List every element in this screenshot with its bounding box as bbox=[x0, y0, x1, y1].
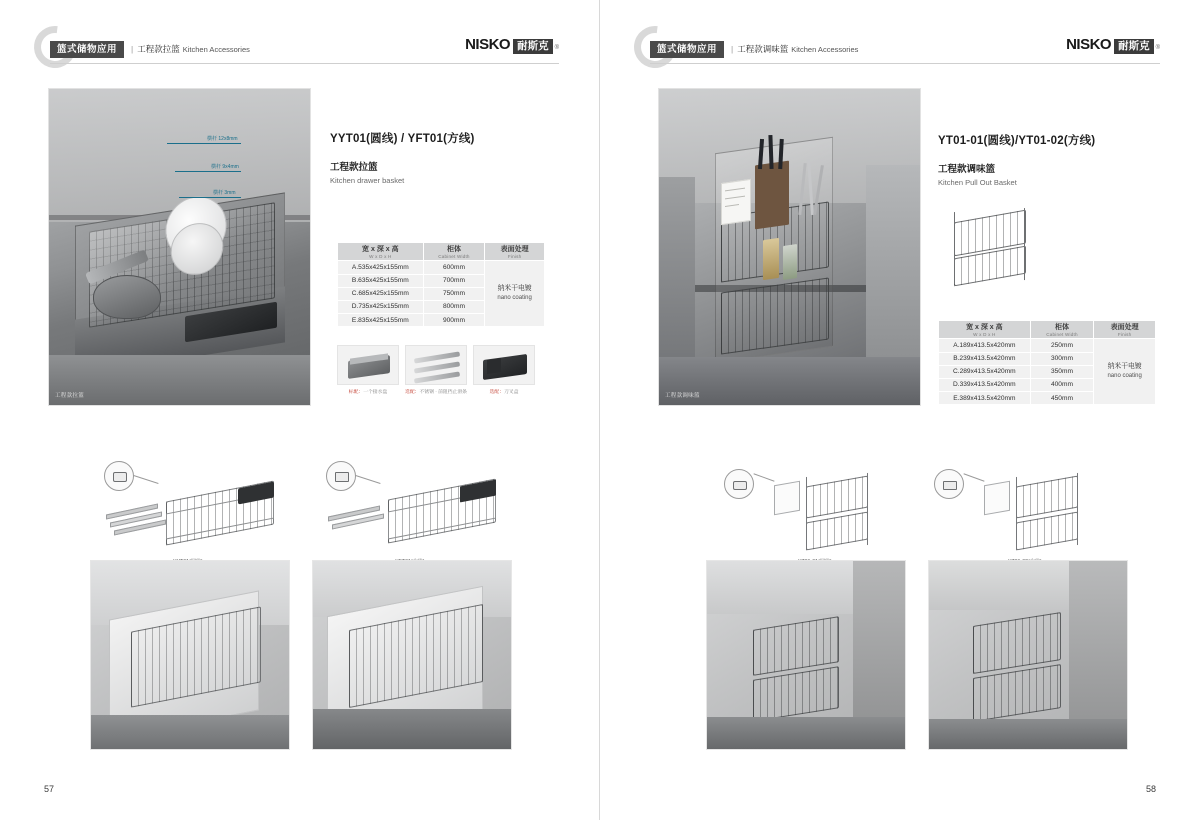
brand-logo-cn: 耐斯克 bbox=[1114, 39, 1154, 54]
spec-col-finish-en: Finish bbox=[507, 254, 522, 260]
accessory-image-anti-slip-bar bbox=[405, 345, 467, 385]
line-drawing-yt01-02 bbox=[930, 455, 1120, 565]
spec-cabinet: 800mm bbox=[423, 300, 485, 313]
leader-line bbox=[963, 473, 984, 481]
spec-finish-en: nano coating bbox=[1107, 373, 1142, 380]
page-number-right: 58 bbox=[1145, 784, 1156, 794]
spec-cabinet: 700mm bbox=[423, 274, 485, 287]
spec-col-finish-cn: 表面处理 bbox=[1110, 324, 1139, 331]
spec-cabinet: 600mm bbox=[423, 261, 485, 274]
header-divider: | bbox=[131, 44, 134, 55]
spec-cabinet: 300mm bbox=[1030, 352, 1094, 365]
line-drawing-yyt01 bbox=[88, 455, 288, 565]
spec-col-cabinet-cn: 柜体 bbox=[1054, 324, 1069, 331]
leader-line bbox=[355, 475, 380, 484]
product-title-left bbox=[330, 130, 570, 185]
accessory-item bbox=[337, 345, 399, 395]
spec-size: B.239x413.5x420mm bbox=[939, 352, 1031, 365]
accessory-caption-prefix: 标配： bbox=[348, 390, 364, 395]
header-section-cn: 工程款调味篮 bbox=[737, 44, 789, 55]
accessory-image-drip-tray bbox=[337, 345, 399, 385]
spec-size: D.735x425x155mm bbox=[338, 300, 424, 313]
accessory-thumbnails bbox=[337, 345, 535, 395]
brand-logo-cn: 耐斯克 bbox=[513, 39, 553, 54]
product-title-right bbox=[938, 132, 1188, 187]
spec-cabinet: 450mm bbox=[1030, 392, 1094, 405]
hero-annotation-1: 横杆 12x8mm bbox=[207, 136, 238, 142]
hero-annotation-2: 横杆 9x4mm bbox=[211, 164, 239, 170]
spec-size: E.835x425x155mm bbox=[338, 314, 424, 327]
leader-line bbox=[753, 473, 774, 481]
header-rule bbox=[650, 63, 1160, 64]
accessory-item bbox=[473, 345, 535, 395]
spec-cabinet: 350mm bbox=[1030, 365, 1094, 378]
spec-finish-cell bbox=[1094, 339, 1156, 405]
header-section-en: Kitchen Accessories bbox=[791, 45, 859, 55]
brand-logo bbox=[1066, 36, 1160, 54]
table-row bbox=[338, 261, 545, 274]
product-render-small bbox=[936, 196, 1046, 300]
spec-col-size bbox=[939, 321, 1031, 339]
spec-size: A.535x425x155mm bbox=[338, 261, 424, 274]
spec-finish-en: nano coating bbox=[497, 295, 532, 302]
detail-circle-icon bbox=[934, 469, 964, 499]
spec-size: C.289x413.5x420mm bbox=[939, 365, 1031, 378]
hero-scene bbox=[659, 89, 920, 405]
spec-col-finish-en: Finish bbox=[1117, 332, 1132, 338]
accessory-caption-text: 一个接水盘 bbox=[363, 390, 388, 395]
hero-caption-right: 工程款调味篮 bbox=[665, 393, 700, 399]
spec-col-cabinet bbox=[1030, 321, 1094, 339]
bottom-photo-right-2 bbox=[928, 560, 1128, 750]
spec-table-right bbox=[938, 320, 1156, 405]
brand-logo-latin: NISKO bbox=[1066, 36, 1112, 53]
spec-size: C.685x425x155mm bbox=[338, 287, 424, 300]
hero-caption-left: 工程款拉篮 bbox=[55, 393, 85, 399]
spec-col-cabinet-en: Cabinet Width bbox=[438, 254, 470, 260]
header-bar bbox=[650, 40, 858, 59]
header-tag: 篮式储物应用 bbox=[50, 41, 124, 58]
spec-col-cabinet bbox=[423, 243, 485, 261]
hero-photo-drawer-basket bbox=[48, 88, 311, 406]
spec-table-left bbox=[337, 242, 545, 327]
product-name-cn: 工程款调味篮 bbox=[938, 164, 996, 175]
product-code: YYT01(圆线) / YFT01(方线) bbox=[330, 133, 475, 145]
brand-trademark: ® bbox=[554, 45, 559, 51]
header-bar bbox=[50, 40, 250, 59]
spec-col-size bbox=[338, 243, 424, 261]
accessory-caption bbox=[405, 388, 467, 395]
spec-header-row bbox=[338, 243, 545, 261]
product-code: YT01-01(圆线)/YT01-02(方线) bbox=[938, 135, 1096, 147]
brand-trademark: ® bbox=[1155, 45, 1160, 51]
bottom-photo-left-1 bbox=[90, 560, 290, 750]
spec-finish-cn: 纳米干电镀 bbox=[497, 285, 532, 293]
spec-header-row bbox=[939, 321, 1156, 339]
spec-finish-cn: 纳米干电镀 bbox=[1107, 363, 1142, 371]
accessory-caption bbox=[473, 388, 535, 395]
header-section-en: Kitchen Accessories bbox=[182, 45, 250, 55]
header-section-cn: 工程款拉篮 bbox=[137, 44, 180, 55]
detail-circle-icon bbox=[724, 469, 754, 499]
spec-size: D.339x413.5x420mm bbox=[939, 378, 1031, 391]
accessory-caption-text: 不锈钢 · 前阻挡止滑条 bbox=[419, 390, 467, 395]
detail-circle-icon bbox=[326, 461, 356, 491]
product-name-cn: 工程款拉篮 bbox=[330, 162, 378, 173]
header-subtitle bbox=[731, 45, 858, 54]
spec-col-finish bbox=[485, 243, 545, 261]
spec-finish-cell bbox=[485, 261, 545, 327]
spec-size: A.189x413.5x420mm bbox=[939, 339, 1031, 352]
spec-cabinet: 750mm bbox=[423, 287, 485, 300]
accessory-caption bbox=[337, 388, 399, 395]
line-drawing-yt01-01 bbox=[720, 455, 910, 565]
brand-logo bbox=[465, 36, 559, 54]
accessory-image-cutlery-box bbox=[473, 345, 535, 385]
spec-col-cabinet-cn: 柜体 bbox=[446, 246, 461, 253]
spec-col-size-cn: 宽 x 深 x 高 bbox=[362, 246, 399, 253]
leader-line bbox=[133, 475, 158, 484]
accessory-caption-prefix: 选配： bbox=[405, 390, 420, 395]
spec-table bbox=[938, 320, 1156, 405]
hero-photo-pullout-basket bbox=[658, 88, 921, 406]
spec-col-size-cn: 宽 x 深 x 高 bbox=[966, 324, 1003, 331]
spec-col-finish bbox=[1094, 321, 1156, 339]
header-rule bbox=[50, 63, 559, 64]
page-right bbox=[600, 0, 1200, 820]
bottom-photo-left-2 bbox=[312, 560, 512, 750]
spec-col-size-en: W x D x H bbox=[369, 254, 392, 260]
product-name-en: Kitchen Pull Out Basket bbox=[938, 178, 1017, 187]
page-header-right bbox=[640, 30, 1160, 66]
spec-col-cabinet-en: Cabinet Width bbox=[1046, 332, 1078, 338]
accessory-item bbox=[405, 345, 467, 395]
header-divider: | bbox=[731, 44, 734, 55]
accessory-caption-text: 刀叉盒 bbox=[504, 390, 519, 395]
page-header-left bbox=[40, 30, 559, 66]
spec-size: E.389x413.5x420mm bbox=[939, 392, 1031, 405]
hero-scene bbox=[49, 89, 310, 405]
product-name-en: Kitchen drawer basket bbox=[330, 176, 405, 185]
bottom-photo-right-1 bbox=[706, 560, 906, 750]
spec-cabinet: 900mm bbox=[423, 314, 485, 327]
spec-cabinet: 400mm bbox=[1030, 378, 1094, 391]
line-drawing-yft01 bbox=[310, 455, 510, 565]
spec-col-finish-cn: 表面处理 bbox=[500, 246, 529, 253]
spec-size: B.635x425x155mm bbox=[338, 274, 424, 287]
table-row bbox=[939, 339, 1156, 352]
detail-circle-icon bbox=[104, 461, 134, 491]
spec-col-size-en: W x D x H bbox=[973, 332, 996, 338]
spec-cabinet: 250mm bbox=[1030, 339, 1094, 352]
accessory-caption-prefix: 选配： bbox=[489, 390, 504, 395]
header-tag: 篮式储物应用 bbox=[650, 41, 724, 58]
page-number-left: 57 bbox=[44, 784, 55, 794]
spec-table bbox=[337, 242, 545, 327]
header-subtitle bbox=[131, 45, 250, 54]
brand-logo-latin: NISKO bbox=[465, 36, 511, 53]
hero-annotation-3: 横杆 3mm bbox=[213, 190, 236, 196]
